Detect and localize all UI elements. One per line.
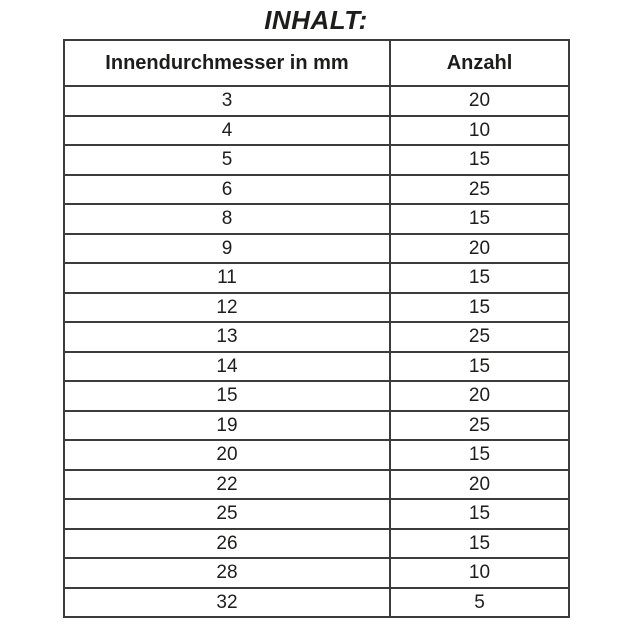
table-row (64, 234, 569, 264)
table-row (64, 145, 569, 175)
count-cell: 20 (390, 470, 569, 500)
diameter-cell: 6 (64, 175, 390, 205)
diameter-cell: 4 (64, 116, 390, 146)
diameter-cell: 32 (64, 588, 390, 618)
count-cell: 20 (390, 234, 569, 264)
header-diameter: Innendurchmesser in mm (64, 40, 390, 86)
table-body (64, 86, 569, 617)
count-cell: 25 (390, 175, 569, 205)
diameter-cell: 3 (64, 86, 390, 116)
count-cell: 15 (390, 529, 569, 559)
count-cell: 25 (390, 411, 569, 441)
table-row (64, 499, 569, 529)
table-row (64, 322, 569, 352)
table-row (64, 204, 569, 234)
count-cell: 25 (390, 322, 569, 352)
table-row (64, 116, 569, 146)
count-cell: 10 (390, 116, 569, 146)
diameter-cell: 19 (64, 411, 390, 441)
count-cell: 10 (390, 558, 569, 588)
header-count: Anzahl (390, 40, 569, 86)
table-row (64, 175, 569, 205)
diameter-cell: 20 (64, 440, 390, 470)
table-row (64, 440, 569, 470)
count-cell: 20 (390, 381, 569, 411)
diameter-cell: 12 (64, 293, 390, 323)
diameter-cell: 13 (64, 322, 390, 352)
count-cell: 15 (390, 499, 569, 529)
table-row (64, 293, 569, 323)
table-row (64, 558, 569, 588)
count-cell: 20 (390, 86, 569, 116)
diameter-cell: 22 (64, 470, 390, 500)
count-cell: 15 (390, 263, 569, 293)
table-row (64, 381, 569, 411)
count-cell: 15 (390, 145, 569, 175)
count-cell: 15 (390, 352, 569, 382)
page-title: INHALT: (264, 5, 368, 35)
contents-table (63, 39, 570, 618)
diameter-cell: 5 (64, 145, 390, 175)
diameter-cell: 14 (64, 352, 390, 382)
diameter-cell: 26 (64, 529, 390, 559)
diameter-cell: 9 (64, 234, 390, 264)
table-row (64, 263, 569, 293)
diameter-cell: 15 (64, 381, 390, 411)
diameter-cell: 8 (64, 204, 390, 234)
table-row (64, 352, 569, 382)
count-cell: 15 (390, 293, 569, 323)
count-cell: 15 (390, 440, 569, 470)
diameter-cell: 28 (64, 558, 390, 588)
diameter-cell: 25 (64, 499, 390, 529)
diameter-cell: 11 (64, 263, 390, 293)
table-header-row (64, 40, 569, 86)
count-cell: 15 (390, 204, 569, 234)
count-cell: 5 (390, 588, 569, 618)
table-row (64, 529, 569, 559)
table-row (64, 470, 569, 500)
table-row (64, 411, 569, 441)
table-row (64, 86, 569, 116)
table-row (64, 588, 569, 618)
